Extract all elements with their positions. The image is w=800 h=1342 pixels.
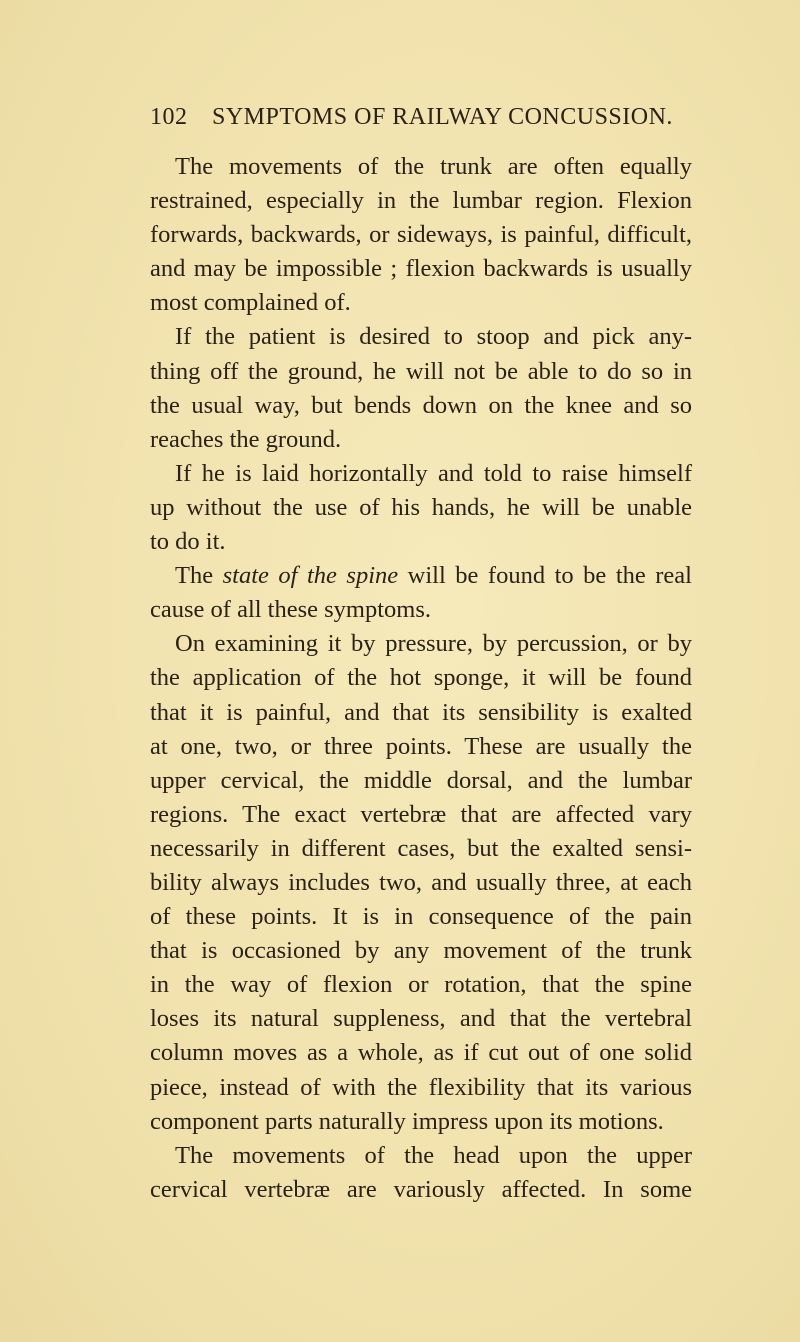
text-line: column moves as a whole, as if cut out of one solid [150,1039,692,1067]
text-line: upper cervical, the middle dorsal, and the lumbar [150,766,692,794]
text-line: the application of the hot sponge, it will be found [150,664,692,692]
text-segment: The [175,562,223,590]
running-title: SYMPTOMS OF RAILWAY CONCUSSION. [212,104,673,130]
text-line: up without the use of his hands, he will be unable [150,493,692,521]
text-line: that is occasioned by any movement of the trunk [150,937,692,965]
text-line: piece, instead of with the flexibility that its various [150,1073,692,1101]
text-line: most complained of. [150,289,351,317]
text-line: to do it. [150,528,226,556]
text-line [150,559,692,593]
text-line: thing off the ground, he will not be able to do so in [150,357,692,385]
text-line: cause of all these symptoms. [150,596,432,624]
text-line: regions. The exact vertebræ that are affected vary [150,800,692,828]
text-line: reaches the ground. [150,425,342,453]
text-line: of these points. It is in consequence of the pain [150,903,692,931]
text-line: If the patient is desired to stoop and pick any- [175,323,692,351]
text-segment: will be found to be the real [398,562,692,590]
text-line: at one, two, or three points. These are usually the [150,732,692,760]
text-line: forwards, backwards, or sideways, is painful, difficult, [150,221,692,249]
text-line: The movements of the trunk are often equally [175,153,692,180]
text-line: component parts naturally impress upon its motions. [150,1107,664,1135]
text-line: cervical vertebræ are variously affected. In some [150,1175,692,1203]
text-line: and may be impossible ; flexion backwards is usually [150,255,692,283]
text-line: in the way of flexion or rotation, that the spine [150,971,692,999]
text-line: that it is painful, and that its sensibility is exalted [150,698,692,726]
page-header [150,104,690,134]
text-line: restrained, especially in the lumbar region. Flexion [150,187,692,215]
italic-phrase: state of the spine [222,562,399,590]
text-line: If he is laid horizontally and told to raise himself [175,459,692,487]
text-line: bility always includes two, and usually three, at each [150,868,692,896]
body-text [150,150,692,1207]
text-line: necessarily in different cases, but the exalted sensi- [150,834,692,862]
text-line: the usual way, but bends down on the knee and so [150,391,692,419]
text-line: On examining it by pressure, by percussion, or by [175,630,692,658]
text-line: The movements of the head upon the upper [175,1141,692,1169]
page-number: 102 [150,104,188,130]
text-line: loses its natural suppleness, and that the vertebral [150,1005,692,1033]
